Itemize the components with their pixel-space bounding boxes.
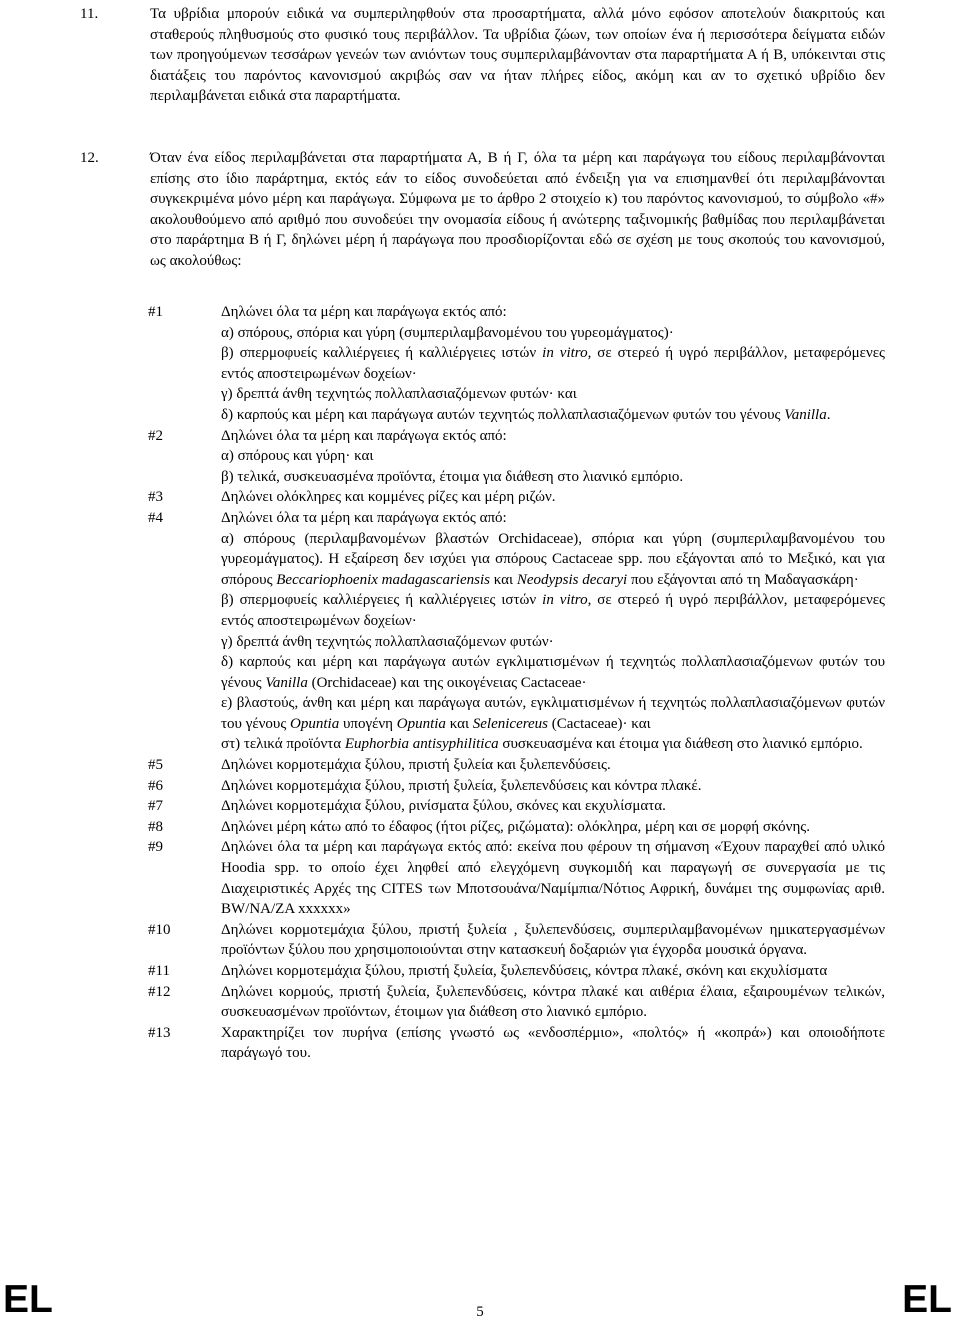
italic-term: Vanilla bbox=[784, 406, 827, 423]
italic-term: Opuntia bbox=[290, 715, 340, 732]
definition-body bbox=[221, 982, 885, 1023]
text-run: Δηλώνει όλα τα μέρη και παράγωγα εκτός από: εκείνα που φέρουν τη σήμανση «Έχουν παραχθεί από υλικό Hoodia spp. το οποίο έχει ληφθεί από ελεγχόμενη συγκομιδή και παραγωγή σε συνεργασία με τις Διαχειριστικές Αρχές της CITES των Μποτσουάνα/Ναμίμπια/Νότιος Αφρική, δυνάμει της συμφωνίας αριθ. BW/NA/ZA xxxxxx» bbox=[221, 839, 885, 918]
definition-line bbox=[221, 734, 885, 755]
text-run: δ) καρπούς και μέρη και παράγωγα αυτών εγκλιματισμένων ή τεχνητώς πολλαπλασιαζόμενων φυτών του γένους bbox=[221, 654, 885, 691]
definition-line bbox=[221, 405, 885, 426]
definition-body bbox=[221, 508, 885, 755]
definition-body bbox=[221, 961, 885, 982]
page-number: 5 bbox=[476, 1304, 484, 1320]
definition-code: #6 bbox=[148, 777, 163, 794]
text-run: Δηλώνει κορμοτεμάχια ξύλου, πριστή ξυλεία και ξυλεπενδύσεις. bbox=[221, 757, 611, 774]
text-run: στ) τελικά προϊόντα bbox=[221, 736, 345, 753]
definition-item bbox=[148, 920, 885, 961]
definition-body bbox=[221, 776, 885, 797]
definition-body bbox=[221, 837, 885, 919]
paragraph-11 bbox=[80, 4, 885, 107]
definition-body bbox=[221, 426, 885, 488]
text-run: Τα υβρίδια μπορούν ειδικά να συμπεριληφθούν στα προσαρτήματα, αλλά μόνο εφόσον αποτελούν διακριτούς και σταθερούς πληθυσμούς στο φυσικό τους περιβάλλον. Τα υβρίδια ζώων, των οποίων ένα ή περισσότερα δείγματα ειδών των προηγούμενων τεσσάρων γενεών των ανιόντων τους συμπεριλαμβάνονταν στα παραρτήματα Α ή Β, υπόκεινται στις διατάξεις του παρόντος κανονισμού ακριβώς σαν να ήταν πλήρες είδος, ακόμη και αν το σχετικό υβρίδιο δεν περιλαμβάνεται ειδικά στα παραρτήματα. bbox=[150, 6, 885, 105]
text-run: Χαρακτηρίζει τον πυρήνα (επίσης γνωστό ως «ενδοσπέρμιο», «πολτός» ή «κοπρά») και οποιοδήποτε παράγωγό του. bbox=[221, 1024, 885, 1062]
definition-line bbox=[221, 590, 885, 631]
text-run: β) τελικά, συσκευασμένα προϊόντα, έτοιμα για διάθεση στο λιανικό εμπόριο. bbox=[221, 468, 684, 485]
definition-line bbox=[221, 508, 885, 529]
text-run: Δηλώνει όλα τα μέρη και παράγωγα εκτός από: bbox=[221, 427, 507, 444]
definition-line bbox=[221, 817, 885, 838]
text-run: (Orchidaceae) και της οικογένειας Cactaceae· bbox=[307, 674, 587, 691]
definition-code: #11 bbox=[148, 963, 170, 979]
definition-item bbox=[148, 302, 885, 426]
definition-line bbox=[221, 467, 885, 488]
definition-code: #12 bbox=[148, 983, 171, 1000]
paragraph-text bbox=[150, 148, 885, 272]
paragraph-12 bbox=[80, 148, 885, 272]
definition-body bbox=[221, 817, 885, 838]
definition-line bbox=[221, 1023, 885, 1064]
definition-line bbox=[221, 384, 885, 405]
paragraph-number: 11. bbox=[80, 6, 99, 22]
definition-item bbox=[148, 487, 885, 508]
definition-line bbox=[221, 632, 885, 653]
definition-body bbox=[221, 302, 885, 426]
text-run: Δηλώνει κορμούς, πριστή ξυλεία, ξυλεπενδύσεις, κόντρα πλακέ και αιθέρια έλαια, εξαιρουμένων τελικών, συσκευασμένων προϊόντων, έτοιμων για διάθεση στο λιανικό εμπόριο. bbox=[221, 983, 885, 1021]
paragraph-number: 12. bbox=[80, 150, 99, 166]
definition-code: #9 bbox=[148, 839, 163, 856]
definition-item bbox=[148, 817, 885, 838]
footer-language-code-right: EL bbox=[902, 1278, 952, 1321]
italic-term: in vitro bbox=[542, 592, 588, 609]
italic-term: in vitro bbox=[542, 345, 588, 362]
text-run: Δηλώνει κορμοτεμάχια ξύλου, πριστή ξυλεία , ξυλεπενδύσεις, συμπεριλαμβανομένων ημικατεργασμένων προϊόντων ξύλου που χρησιμοποιούνται στην κατασκευή δοξαριών για έγχορδα μουσικά όργανα. bbox=[221, 921, 885, 959]
text-run: Δηλώνει όλα τα μέρη και παράγωγα εκτός από: bbox=[221, 509, 507, 526]
annotation-definitions-list bbox=[148, 302, 885, 1064]
definition-line bbox=[221, 796, 885, 817]
definition-line bbox=[221, 961, 885, 982]
text-run: δ) καρπούς και μέρη και παράγωγα αυτών τεχνητώς πολλαπλασιαζόμενων φυτών του γένους bbox=[221, 406, 785, 423]
definition-item bbox=[148, 982, 885, 1023]
text-run: συσκευασμένα και έτοιμα για διάθεση στο λιανικό εμπόριο. bbox=[498, 736, 863, 753]
definition-line bbox=[221, 982, 885, 1023]
definition-item bbox=[148, 1023, 885, 1064]
text-run: α) σπόρους, σπόρια και γύρη (συμπεριλαμβανομένου του γυρεομάγματος)· bbox=[221, 324, 674, 341]
definition-line bbox=[221, 920, 885, 961]
definition-body bbox=[221, 487, 885, 508]
definition-code: #4 bbox=[148, 509, 163, 526]
definition-line bbox=[221, 302, 885, 323]
definition-body bbox=[221, 796, 885, 817]
definition-code: #5 bbox=[148, 757, 163, 774]
italic-term: Beccariophoenix madagascariensis bbox=[276, 571, 490, 588]
definition-line bbox=[221, 776, 885, 797]
definition-body bbox=[221, 755, 885, 776]
definition-line bbox=[221, 426, 885, 447]
definition-code: #2 bbox=[148, 427, 163, 444]
italic-term: Euphorbia antisyphilitica bbox=[344, 736, 499, 753]
definition-line bbox=[221, 446, 885, 467]
italic-term: Neodypsis decaryi bbox=[516, 571, 628, 588]
definition-item bbox=[148, 796, 885, 817]
definition-item bbox=[148, 961, 885, 982]
text-run: , σε στερεό ή υγρό περιβάλλον, μεταφερόμενες εντός αποστειρωμένων δοχείων· bbox=[221, 592, 885, 629]
text-run: Δηλώνει μέρη κάτω από το έδαφος (ήτοι ρίζες, ριζώματα): ολόκληρα, μέρη και σε μορφή σκόνης. bbox=[221, 818, 810, 835]
text-run: και bbox=[445, 715, 473, 732]
text-run: Δηλώνει όλα τα μέρη και παράγωγα εκτός από: bbox=[221, 304, 507, 320]
text-run: α) σπόρους και γύρη· και bbox=[221, 448, 374, 465]
definition-line bbox=[221, 755, 885, 776]
text-run: που εξάγονται από τη Μαδαγασκάρη· bbox=[627, 571, 859, 588]
text-run: , σε στερεό ή υγρό περιβάλλον, μεταφερόμενες εντός αποστειρωμένων δοχείων· bbox=[221, 345, 885, 382]
definition-item bbox=[148, 508, 885, 755]
text-run: υπογένη bbox=[339, 715, 397, 732]
definition-line bbox=[221, 529, 885, 591]
text-run: α) σπόρους (περιλαμβανομένων βλαστών Orchidaceae), σπόρια και γύρη (συμπεριλαμβανομένου του γυρεομάγματος). Η εξαίρεση δεν ισχύει για σπόρους Cactaceae spp. που εξάγονται από το Μεξικό, και για σπόρους bbox=[221, 530, 885, 588]
italic-term: Vanilla bbox=[265, 674, 308, 691]
text-run: Όταν ένα είδος περιλαμβάνεται στα παραρτήματα Α, Β ή Γ, όλα τα μέρη και παράγωγα του είδους περιλαμβάνονται επίσης στο ίδιο παράρτημα, εκτός εάν το είδος συνοδεύεται από ένδειξη για να επισημανθεί ότι περιλαμβάνονται συγκεκριμένα μόνο μέρη και παράγωγα. Σύμφωνα με το άρθρο 2 στοιχείο κ) του παρόντος κανονισμού, το σύμβολο «#» ακολουθούμενο από αριθμό που συνοδεύει την ονομασία είδους ή ανώτερης ταξινομικής βαθμίδας που περιλαμβάνεται στο παράρτημα Β ή Γ, δηλώνει μέρη ή παράγωγα που προσδιορίζονται εδώ σε σχέση με τους σκοπούς του κανονισμού, ως ακολούθως: bbox=[150, 150, 885, 269]
definition-code: #10 bbox=[148, 921, 171, 938]
definition-item bbox=[148, 426, 885, 488]
text-run: Δηλώνει κορμοτεμάχια ξύλου, πριστή ξυλεία, ξυλεπενδύσεις, κόντρα πλακέ, σκόνη και εκχυλίσματα bbox=[221, 963, 828, 979]
italic-term: Selenicereus bbox=[472, 715, 549, 732]
text-run: Δηλώνει κορμοτεμάχια ξύλου, ρινίσματα ξύλου, σκόνες και εκχυλίσματα. bbox=[221, 798, 666, 815]
definition-line bbox=[221, 343, 885, 384]
definition-code: #13 bbox=[148, 1024, 171, 1041]
definition-code: #8 bbox=[148, 818, 163, 835]
text-run: ε) βλαστούς, άνθη και μέρη και παράγωγα αυτών, εγκλιματισμένων ή τεχνητώς πολλαπλασιαζόμενων φυτών του γένους bbox=[221, 695, 885, 732]
text-run: γ) δρεπτά άνθη τεχνητώς πολλαπλασιαζόμενων φυτών· bbox=[221, 633, 554, 650]
paragraph-text bbox=[150, 4, 885, 107]
text-run: . bbox=[826, 406, 831, 423]
text-run: Δηλώνει ολόκληρες και κομμένες ρίζες και μέρη ριζών. bbox=[221, 489, 556, 506]
text-run: Δηλώνει κορμοτεμάχια ξύλου, πριστή ξυλεία, ξυλεπενδύσεις και κόντρα πλακέ. bbox=[221, 777, 702, 794]
definition-code: #1 bbox=[148, 304, 163, 320]
text-run: και bbox=[489, 571, 517, 588]
footer-language-code-left: EL bbox=[3, 1278, 53, 1321]
definition-code: #3 bbox=[148, 489, 163, 506]
definition-item bbox=[148, 776, 885, 797]
definition-line bbox=[221, 652, 885, 693]
text-run: β) σπερμοφυείς καλλιέργειες ή καλλιέργειες ιστών bbox=[221, 345, 543, 362]
text-run: β) σπερμοφυείς καλλιέργειες ή καλλιέργειες ιστών bbox=[221, 592, 543, 609]
definition-body bbox=[221, 920, 885, 961]
italic-term: Opuntia bbox=[396, 715, 446, 732]
definition-code: #7 bbox=[148, 798, 163, 815]
definition-line bbox=[221, 487, 885, 508]
definition-item bbox=[148, 755, 885, 776]
definition-item bbox=[148, 837, 885, 919]
definition-line bbox=[221, 323, 885, 344]
definition-body bbox=[221, 1023, 885, 1064]
text-run: (Cactaceae)· και bbox=[548, 715, 651, 732]
definition-line bbox=[221, 837, 885, 919]
text-run: γ) δρεπτά άνθη τεχνητώς πολλαπλασιαζόμενων φυτών· και bbox=[221, 386, 577, 403]
definition-line bbox=[221, 693, 885, 734]
